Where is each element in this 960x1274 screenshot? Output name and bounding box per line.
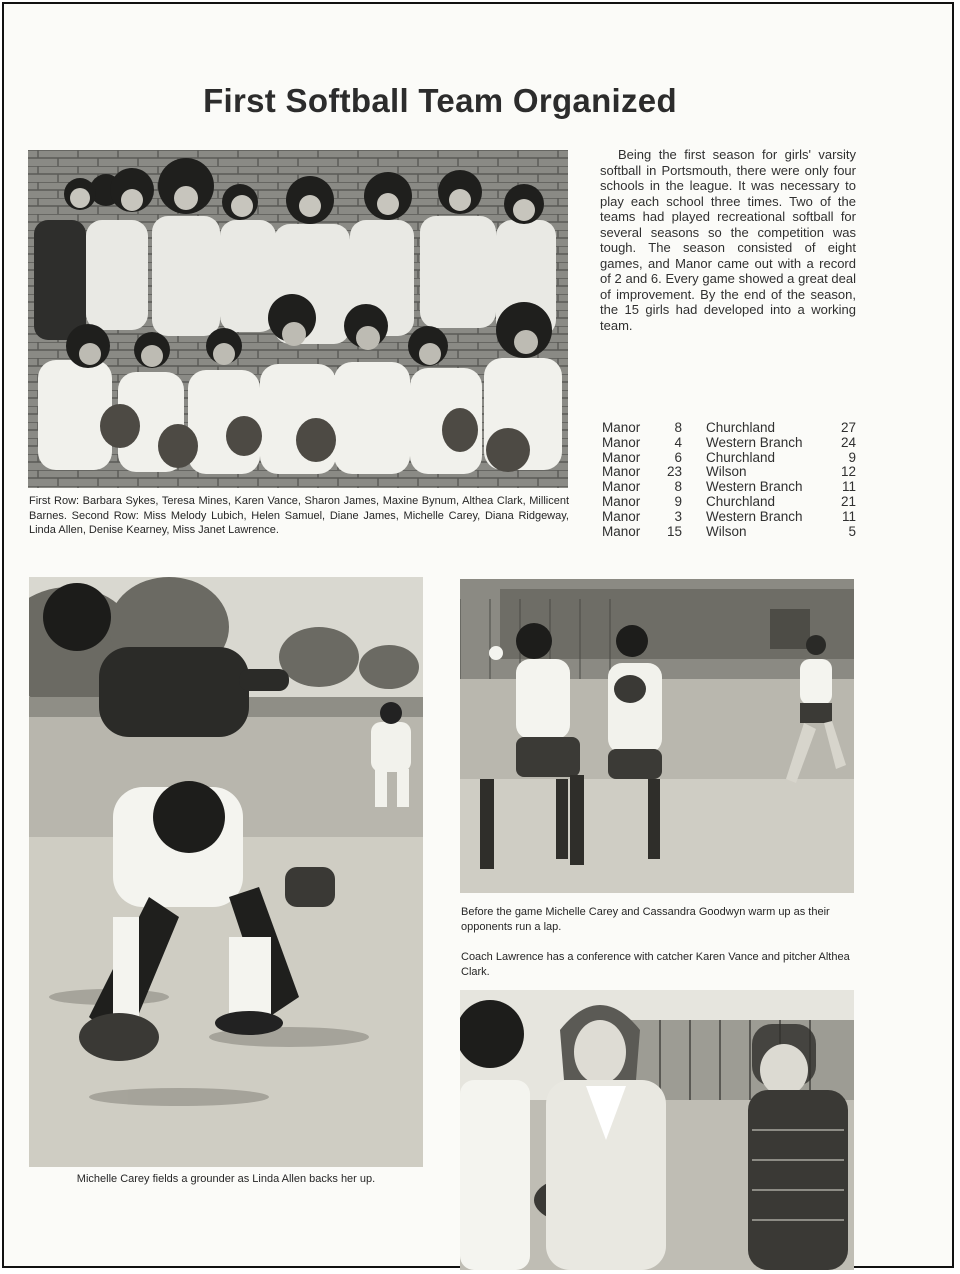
score-team: Manor: [602, 508, 641, 524]
score-opponent: Wilson: [706, 464, 747, 480]
score-opponent: Churchland: [706, 493, 776, 509]
score-opponent: Wilson: [706, 523, 747, 539]
score-opponent-points: 9: [848, 449, 856, 465]
score-team: Manor: [602, 464, 641, 480]
score-table: [602, 421, 856, 539]
score-row: [602, 421, 856, 436]
score-team: Manor: [602, 479, 641, 495]
score-opponent-points: 11: [841, 479, 856, 495]
score-opponent-points: 27: [840, 420, 856, 435]
score-row: [602, 480, 856, 495]
score-manor: 9: [674, 493, 682, 509]
warmup-photo-image: [460, 579, 854, 893]
score-team: Manor: [602, 420, 641, 435]
conference-photo-caption: Coach Lawrence has a conference with catcher Karen Vance and pitcher Althea Clark.: [461, 951, 850, 978]
team-photo-caption: First Row: Barbara Sykes, Teresa Mines, Karen Vance, Sharon James, Maxine Bynum, Althea Clark, Millicent Barnes. Second Row: Miss Melody Lubich, Helen Samuel, Diane James, Michelle Carey, Diana Ridgeway, Linda Allen, Denise Kearney, Miss Janet Lawrence.: [29, 495, 569, 536]
score-opponent: Churchland: [706, 420, 776, 435]
team-photo: [28, 150, 568, 488]
score-row: [602, 525, 856, 540]
score-opponent: Western Branch: [706, 434, 803, 450]
score-manor: 8: [674, 479, 682, 495]
grounder-photo-image: [29, 577, 423, 1167]
score-team: Manor: [602, 434, 641, 450]
article-body: Being the first season for girls' varsity softball in Portsmouth, there were only four schools in the league. It was necessary to play each school three times. Two of the teams had played recreational softball for several seasons so the competition was tough. The season consisted of eight games, and Manor came out with a record of 2 and 6. Every game showed a great deal of improvement. By the end of the season, the 15 girls had developed into a working team.: [600, 147, 856, 333]
team-photo-image: [28, 150, 568, 488]
grounder-photo: [29, 577, 423, 1167]
score-row: [602, 436, 856, 451]
score-row: [602, 495, 856, 510]
score-manor: 6: [674, 449, 682, 465]
score-team: Manor: [602, 493, 641, 509]
score-manor: 4: [674, 434, 682, 450]
score-manor: 23: [666, 464, 682, 480]
score-manor: 15: [666, 523, 682, 539]
score-opponent: Western Branch: [706, 479, 803, 495]
score-team: Manor: [602, 449, 641, 465]
score-row: [602, 510, 856, 525]
score-row: [602, 451, 856, 466]
score-manor: 8: [674, 420, 682, 435]
score-opponent-points: 21: [840, 493, 856, 509]
score-opponent-points: 12: [840, 464, 856, 480]
score-row: [602, 465, 856, 480]
score-opponent-points: 24: [840, 434, 856, 450]
conference-photo: [460, 990, 854, 1270]
page-title: First Softball Team Organized: [203, 82, 677, 119]
warmup-photo: [460, 579, 854, 893]
grounder-photo-caption: Michelle Carey fields a grounder as Linda Allen backs her up.: [76, 1173, 376, 1185]
warmup-photo-caption: Before the game Michelle Carey and Cassandra Goodwyn warm up as their opponents run a lap.: [461, 906, 830, 933]
score-opponent: Western Branch: [706, 508, 803, 524]
score-opponent: Churchland: [706, 449, 776, 465]
score-opponent-points: 5: [848, 523, 856, 539]
score-manor: 3: [674, 508, 682, 524]
score-team: Manor: [602, 523, 641, 539]
conference-photo-image: [460, 990, 854, 1270]
score-opponent-points: 11: [841, 508, 856, 524]
